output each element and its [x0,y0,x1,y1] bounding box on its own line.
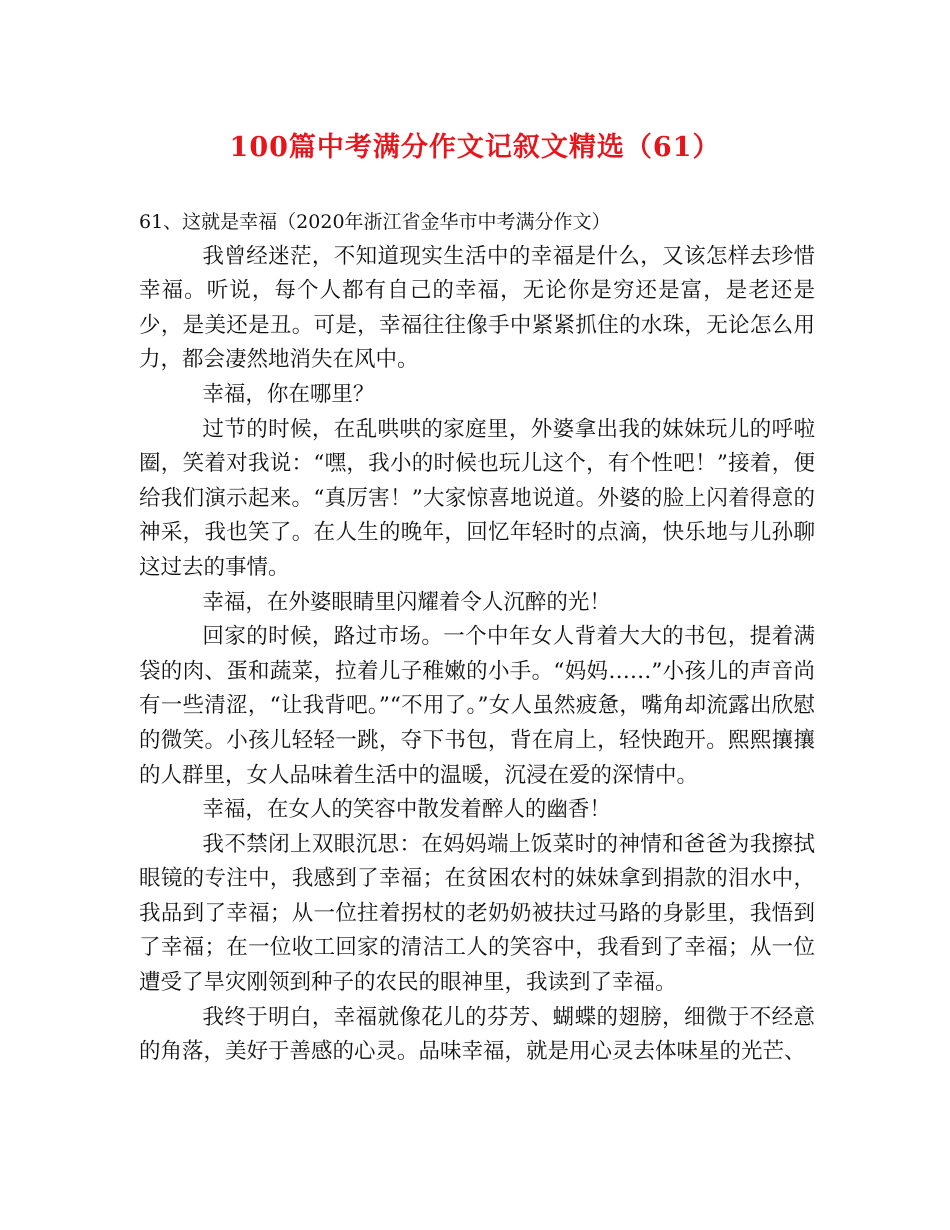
paragraph: 过节的时候，在乱哄哄的家庭里，外婆拿出我的妹妹玩儿的呼啦圈，笑着对我说：“嘿，我小的时候也玩儿这个，有个性吧！”接着，便给我们演示起来。“真厉害！”大家惊喜地说道。外婆的脸上闪着得意的神采，我也笑了。在人生的晚年，回忆年轻时的点滴，快乐地与儿孙聊这过去的事情。 [139,416,815,580]
document-body [139,205,815,1070]
paragraph: 我终于明白，幸福就像花儿的芬芳、蝴蝶的翅膀，细微于不经意的角落，美好于善感的心灵。品味幸福，就是用心灵去体味星的光芒、 [139,1004,815,1065]
document-title: 100篇中考满分作文记叙文精选（61） [229,132,721,163]
paragraph: 幸福，你在哪里？ [202,381,375,407]
paragraph: 我不禁闭上双眼沉思：在妈妈端上饭菜时的神情和爸爸为我擦拭眼镜的专注中，我感到了幸福；在贫困农村的妹妹拿到捐款的泪水中，我品到了幸福；从一位拄着拐杖的老奶奶被扶过马路的身影里，我悟到了幸福；在一位收工回家的清洁工人的笑容中，我看到了幸福；从一位遭受了旱灾刚领到种子的农民的眼神里，我读到了幸福。 [139,831,815,996]
paragraph: 幸福，在外婆眼睛里闪耀着令人沉醉的光！ [202,589,611,615]
essay-heading: 61、这就是幸福（2020年浙江省金华市中考满分作文） [139,211,611,233]
paragraph: 幸福，在女人的笑容中散发着醉人的幽香！ [202,797,611,823]
paragraph: 我曾经迷茫，不知道现实生活中的幸福是什么，又该怎样去珍惜幸福。听说，每个人都有自己的幸福，无论你是穷还是富，是老还是少，是美还是丑。可是，幸福往往像手中紧紧抓住的水珠，无论怎么用力，都会凄然地消失在风中。 [139,243,815,373]
paragraph: 回家的时候，路过市场。一个中年女人背着大大的书包，提着满袋的肉、蛋和蔬菜，拉着儿子稚嫩的小手。“妈妈……”小孩儿的声音尚有一些清涩，“让我背吧。”“不用了。”女人虽然疲惫，嘴角却流露出欣慰的微笑。小孩儿轻轻一跳，夺下书包，背在肩上，轻快跑开。熙熙攘攘的人群里，女人品味着生活中的温暖，沉浸在爱的深情中。 [139,624,815,788]
